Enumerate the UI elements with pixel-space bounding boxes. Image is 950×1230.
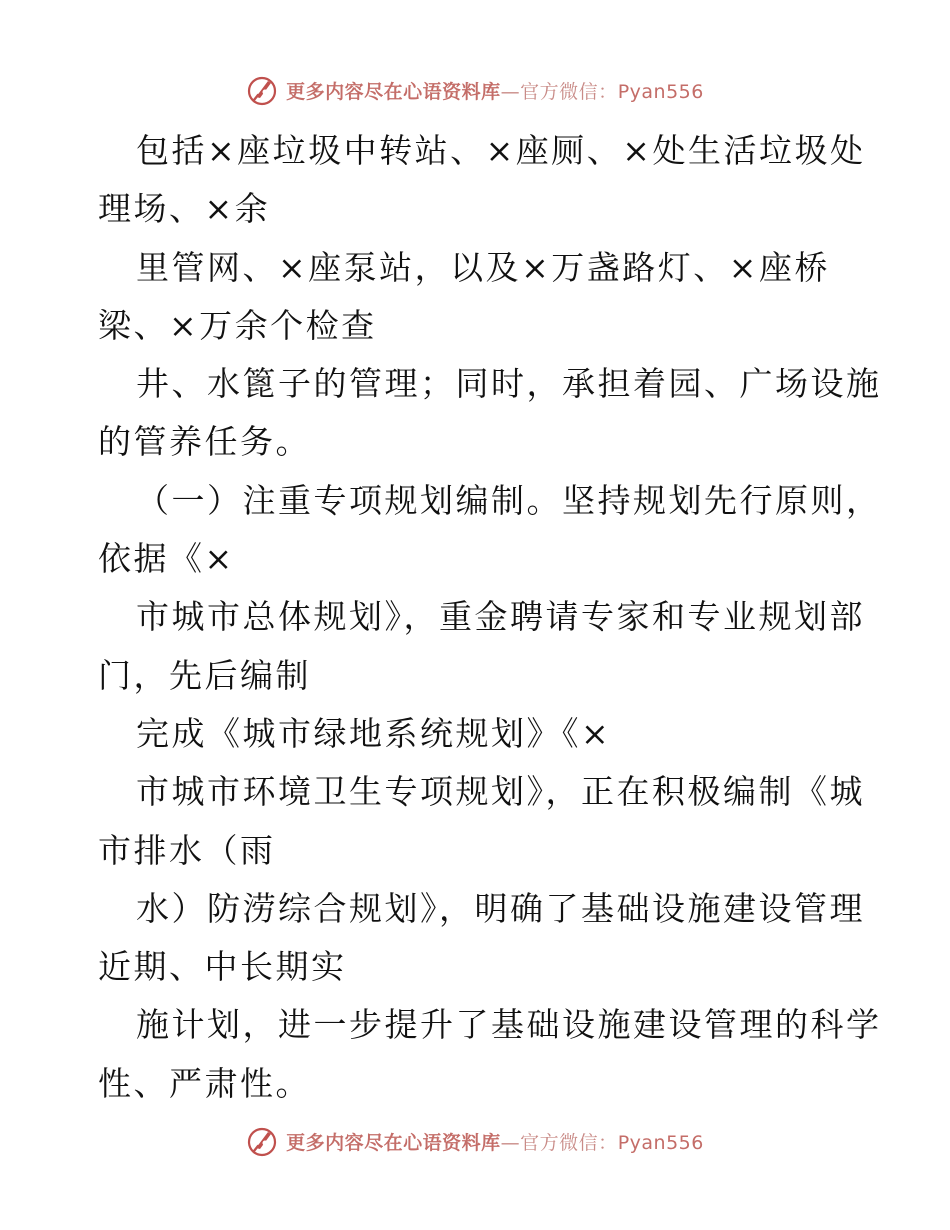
watermark-site-name: 更多内容尽在心语资料库 [286,80,501,103]
watermark-wechat-id: Pyan556 [617,1131,704,1154]
quill-logo-icon [246,1124,280,1158]
text-line: 性、严肃性。 [98,1063,311,1103]
watermark-text [286,1128,704,1155]
watermark-wechat-label: 官方微信： [520,1131,618,1154]
text-line: 门，先后编制 [98,655,311,695]
text-line: 井、水篦子的管理；同时，承担着园、广场设施 [136,364,882,404]
header-watermark [0,70,950,110]
watermark-separator: — [500,1131,521,1154]
text-line: 施计划，进一步提升了基础设施建设管理的科学 [136,1005,882,1045]
watermark-wechat-label: 官方微信： [520,80,618,103]
text-line: 的管养任务。 [98,422,311,462]
text-line: 依据《× [98,539,235,579]
text-line: 梁、×万余个检查 [98,305,377,345]
text-line: 完成《城市绿地系统规划》《× [136,713,612,753]
text-line: 水）防涝综合规划》，明确了基础设施建设管理 [136,888,865,928]
text-line: 近期、中长期实 [98,947,347,987]
text-line: 理场、×余 [98,189,271,229]
text-line: 包括×座垃圾中转站、×座厕、×处生活垃圾处 [136,131,866,170]
watermark-separator: — [500,80,521,103]
text-line: 市城市总体规划》，重金聘请专家和专业规划部 [136,597,865,637]
section-heading-line: （一）注重专项规划编制。坚持规划先行原则， [136,480,882,520]
text-line: 市排水（雨 [98,830,276,870]
quill-logo-icon [246,73,280,107]
document-body [98,122,882,1113]
watermark-site-name: 更多内容尽在心语资料库 [286,1131,501,1154]
text-line: 市城市环境卫生专项规划》，正在积极编制《城 [136,772,865,812]
watermark-text [286,77,704,104]
text-line: 里管网、×座泵站，以及×万盏路灯、×座桥 [136,247,830,287]
footer-watermark [0,1121,950,1161]
watermark-wechat-id: Pyan556 [617,80,704,103]
